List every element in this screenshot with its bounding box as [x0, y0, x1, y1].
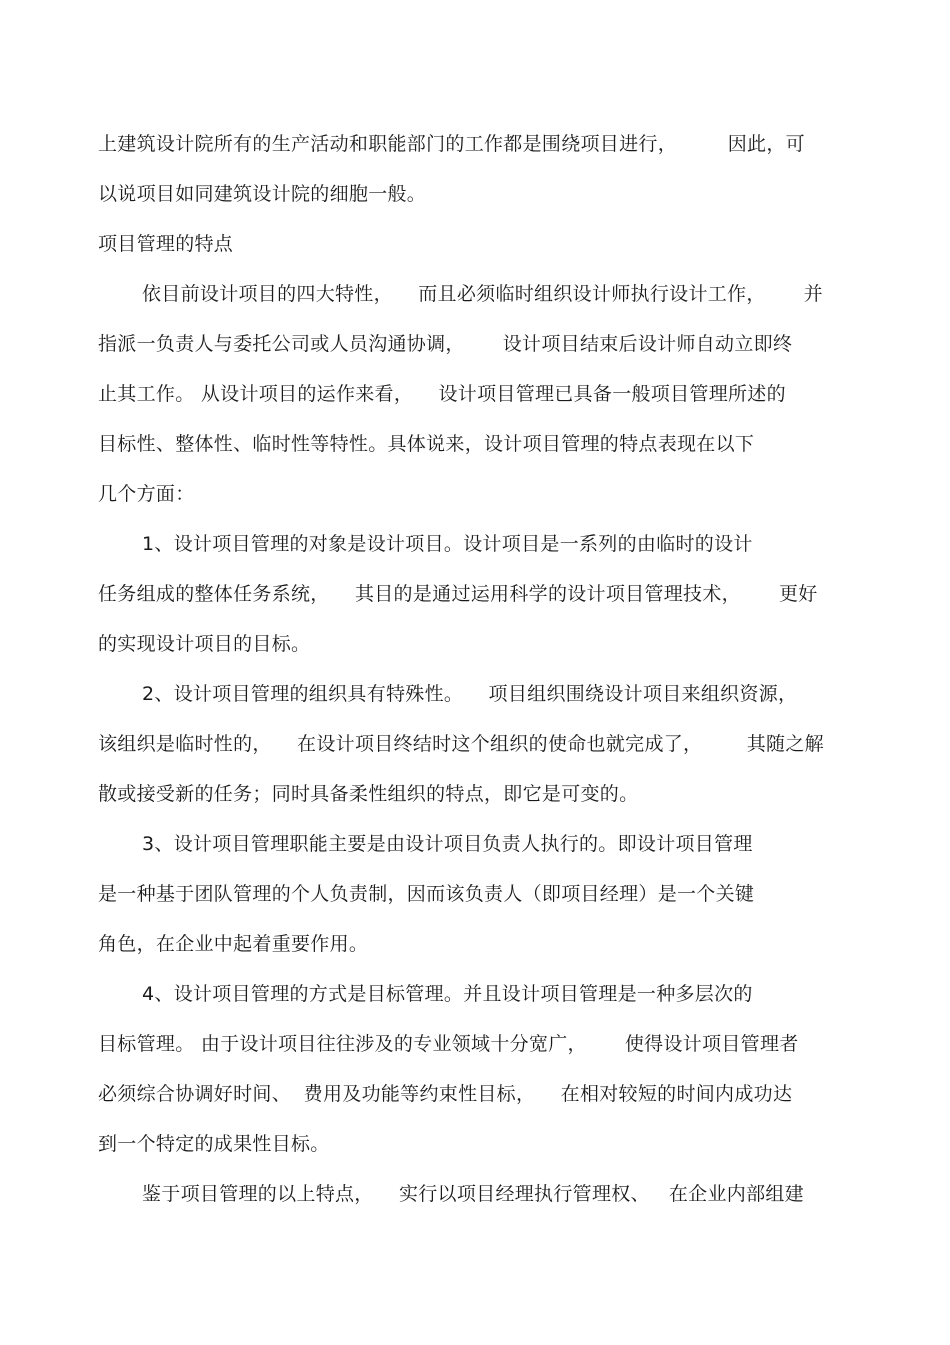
- text-line: 几个方面：: [98, 483, 195, 505]
- text-line: 以说项目如同建筑设计院的细胞一般。: [98, 183, 427, 205]
- text-line: 指派一负责人与委托公司或人员沟通协调， 设计项目结束后设计师自动立即终: [98, 333, 793, 355]
- text-line: 该组织是临时性的， 在设计项目终结时这个组织的使命也就完成了， 其随之解: [98, 733, 824, 755]
- text-line: 1、设计项目管理的对象是设计项目。设计项目是一系列的由临时的设计: [142, 533, 753, 555]
- text-line: 2、设计项目管理的组织具有特殊性。 项目组织围绕设计项目来组织资源，: [142, 683, 798, 705]
- text-line: 上建筑设计院所有的生产活动和职能部门的工作都是围绕项目进行， 因此，可: [98, 133, 805, 155]
- text-line: 4、设计项目管理的方式是目标管理。并且设计项目管理是一种多层次的: [142, 983, 753, 1005]
- text-line: 止其工作。 从设计项目的运作来看， 设计项目管理已具备一般项目管理所述的: [98, 383, 786, 405]
- section-heading: 项目管理的特点: [98, 233, 234, 255]
- text-line: 依目前设计项目的四大特性， 而且必须临时组织设计师执行设计工作， 并: [142, 283, 823, 305]
- text-line: 鉴于项目管理的以上特点， 实行以项目经理执行管理权、 在企业内部组建: [142, 1183, 804, 1205]
- text-line: 目标管理。 由于设计项目往往涉及的专业领域十分宽广， 使得设计项目管理者: [98, 1033, 799, 1055]
- text-line: 必须综合协调好时间、 费用及功能等约束性目标， 在相对较短的时间内成功达: [98, 1083, 793, 1105]
- text-line: 角色，在企业中起着重要作用。: [98, 933, 369, 955]
- text-line: 散或接受新的任务；同时具备柔性组织的特点，即它是可变的。: [98, 783, 639, 805]
- text-line: 是一种基于团队管理的个人负责制，因而该负责人（即项目经理）是一个关键: [98, 883, 755, 905]
- text-line: 的实现设计项目的目标。: [98, 633, 311, 655]
- text-line: 目标性、整体性、临时性等特性。具体说来，设计项目管理的特点表现在以下: [98, 433, 755, 455]
- text-line: 3、设计项目管理职能主要是由设计项目负责人执行的。即设计项目管理: [142, 833, 753, 855]
- text-line: 任务组成的整体任务系统， 其目的是通过运用科学的设计项目管理技术， 更好: [98, 583, 818, 605]
- text-line: 到一个特定的成果性目标。: [98, 1133, 330, 1155]
